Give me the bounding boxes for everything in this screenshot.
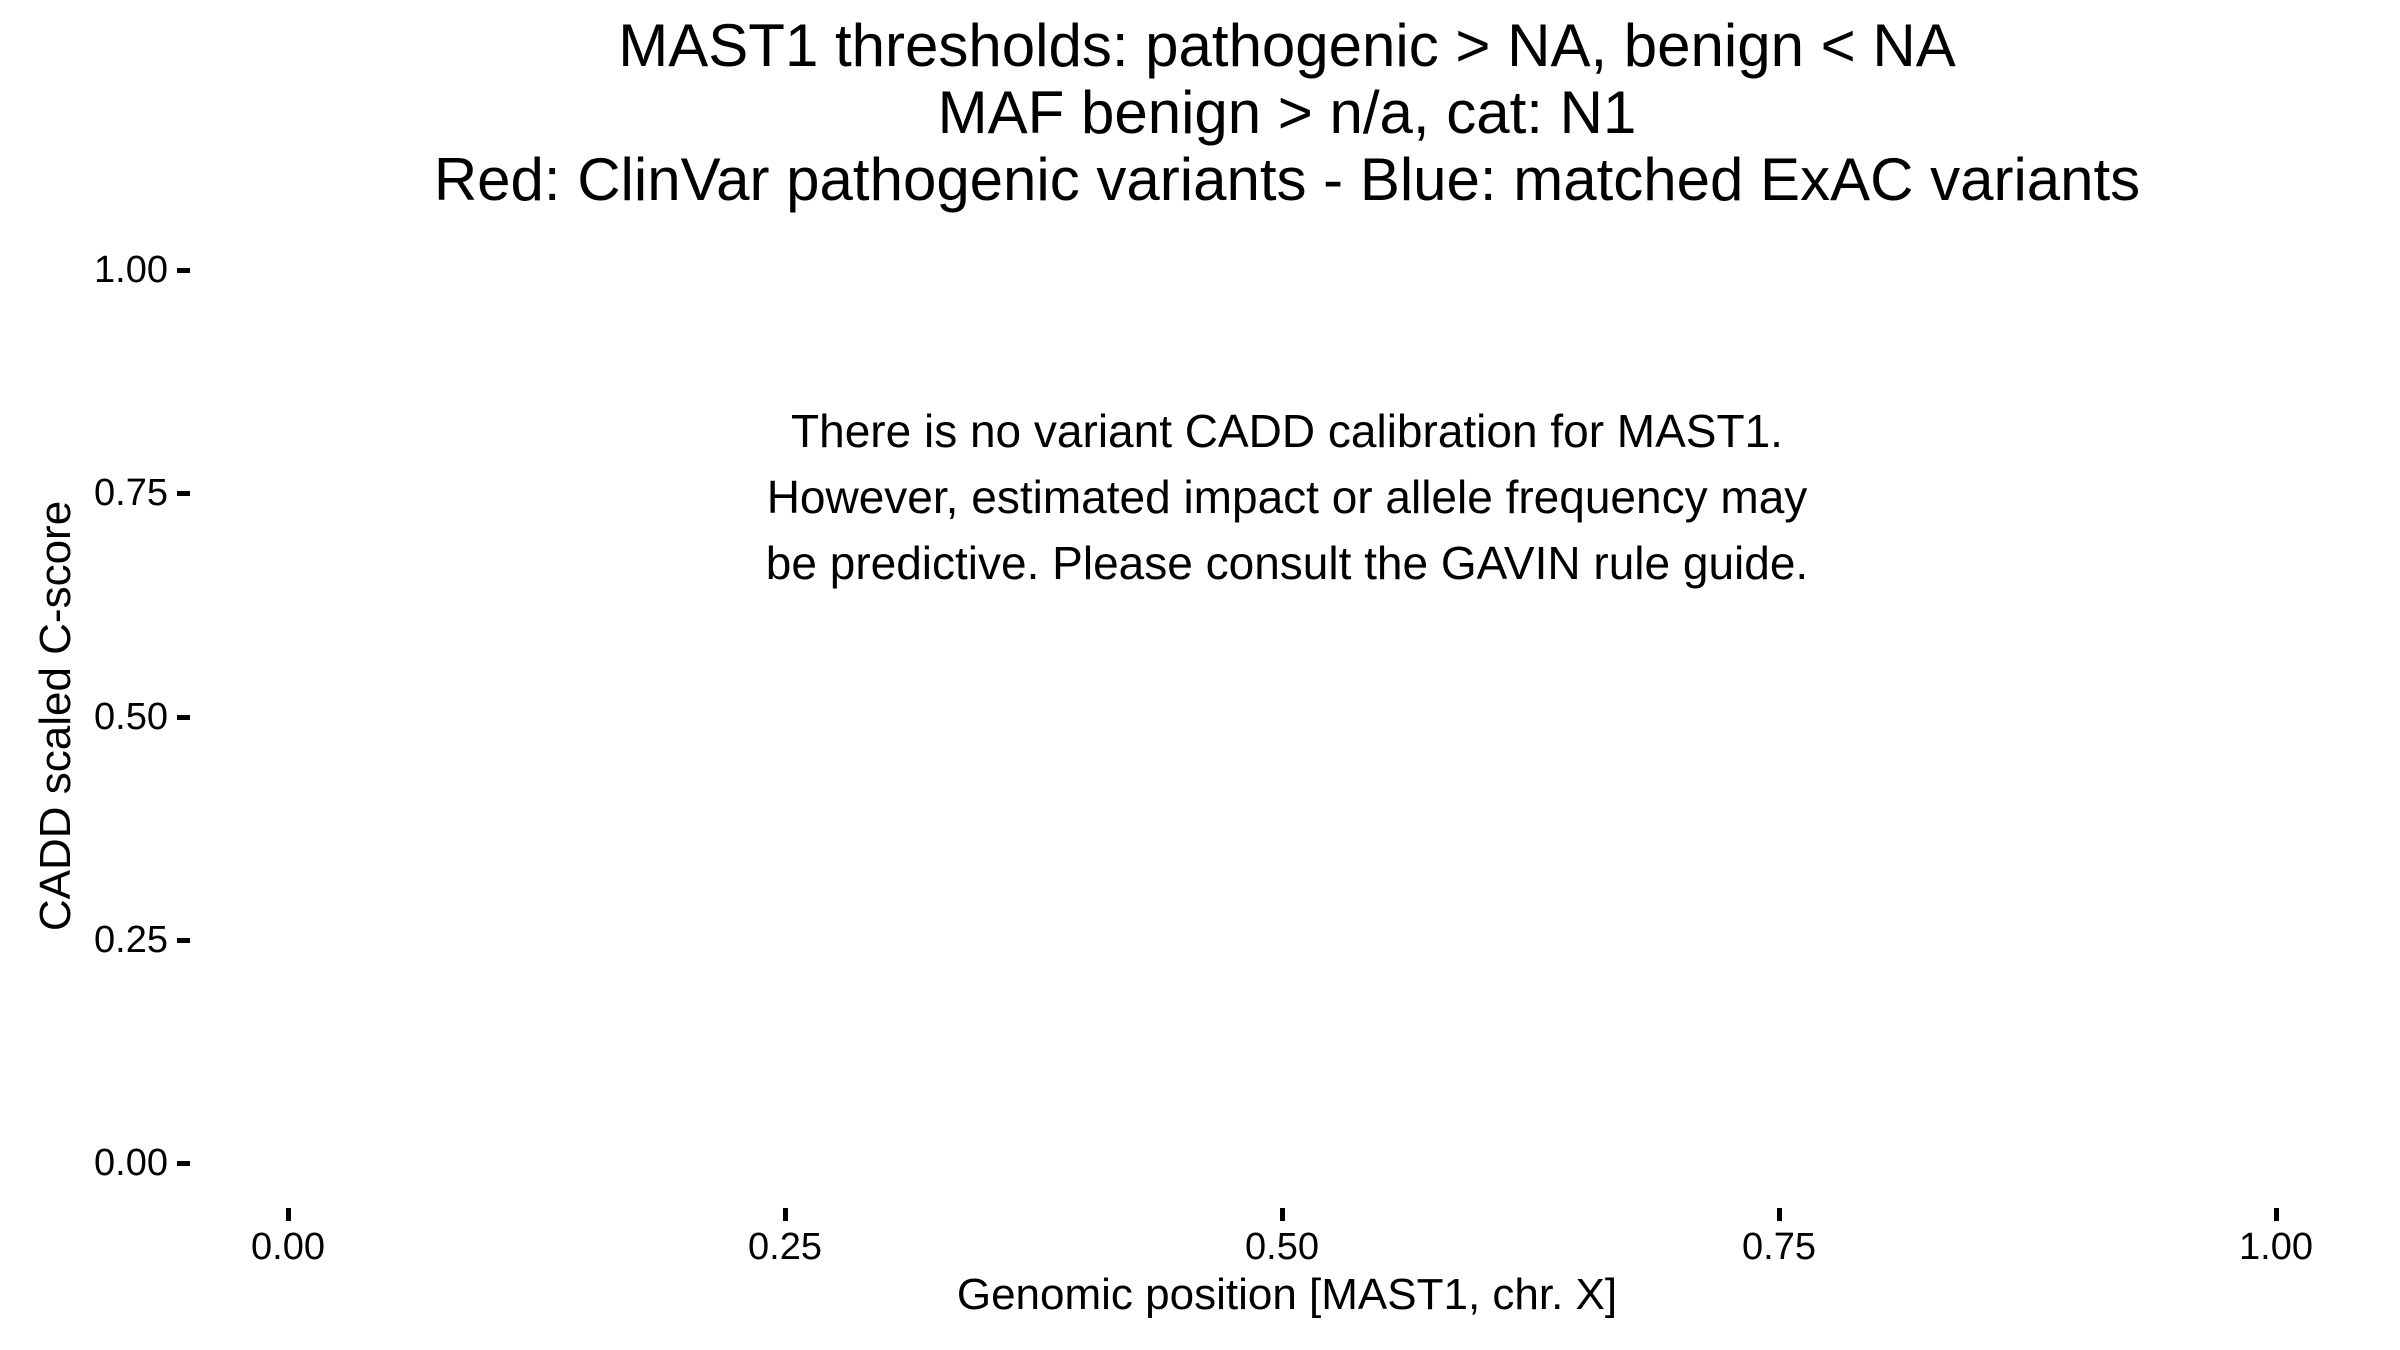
y-tick-label-0.75: 0.75 (94, 472, 168, 514)
x-tick-label-0.75: 0.75 (1742, 1226, 1816, 1268)
chart-title-line-2: MAF benign > n/a, cat: N1 (937, 79, 1637, 146)
x-tick-mark-0.25 (783, 1208, 788, 1221)
x-tick-mark-0.50 (1280, 1208, 1285, 1221)
x-tick-label-0.50: 0.50 (1245, 1226, 1319, 1268)
y-tick-label-0.00: 0.00 (94, 1142, 168, 1184)
chart-title-line-1: MAST1 thresholds: pathogenic > NA, benign < NA (618, 12, 1956, 79)
annotation-line-1: There is no variant CADD calibration for MAST1. (791, 405, 1783, 457)
x-tick-label-1.00: 1.00 (2239, 1226, 2313, 1268)
y-tick-mark-0.00 (177, 1161, 190, 1166)
x-tick-mark-0.75 (1777, 1208, 1782, 1221)
y-tick-label-0.50: 0.50 (94, 696, 168, 738)
y-tick-mark-0.50 (177, 715, 190, 720)
annotation-line-2: However, estimated impact or allele frequency may (766, 471, 1808, 523)
x-axis-title: Genomic position [MAST1, chr. X] (956, 1270, 1618, 1319)
x-tick-label-0.00: 0.00 (251, 1226, 325, 1268)
annotation-line-3: be predictive. Please consult the GAVIN rule guide. (765, 537, 1809, 589)
x-tick-mark-1.00 (2274, 1208, 2279, 1221)
x-tick-label-0.25: 0.25 (748, 1226, 822, 1268)
plot-panel (189, 225, 2375, 1208)
y-tick-mark-1.00 (177, 268, 190, 273)
chart-title (189, 12, 2385, 213)
y-tick-mark-0.25 (177, 938, 190, 943)
x-tick-mark-0.00 (286, 1208, 291, 1221)
chart-title-line-3: Red: ClinVar pathogenic variants - Blue: matched ExAC variants (433, 146, 2141, 213)
y-tick-label-0.25: 0.25 (94, 919, 168, 961)
y-axis-title: CADD scaled C-score (31, 500, 80, 932)
no-calibration-annotation (189, 398, 2385, 596)
y-tick-mark-0.75 (177, 491, 190, 496)
y-tick-label-1.00: 1.00 (94, 249, 168, 291)
